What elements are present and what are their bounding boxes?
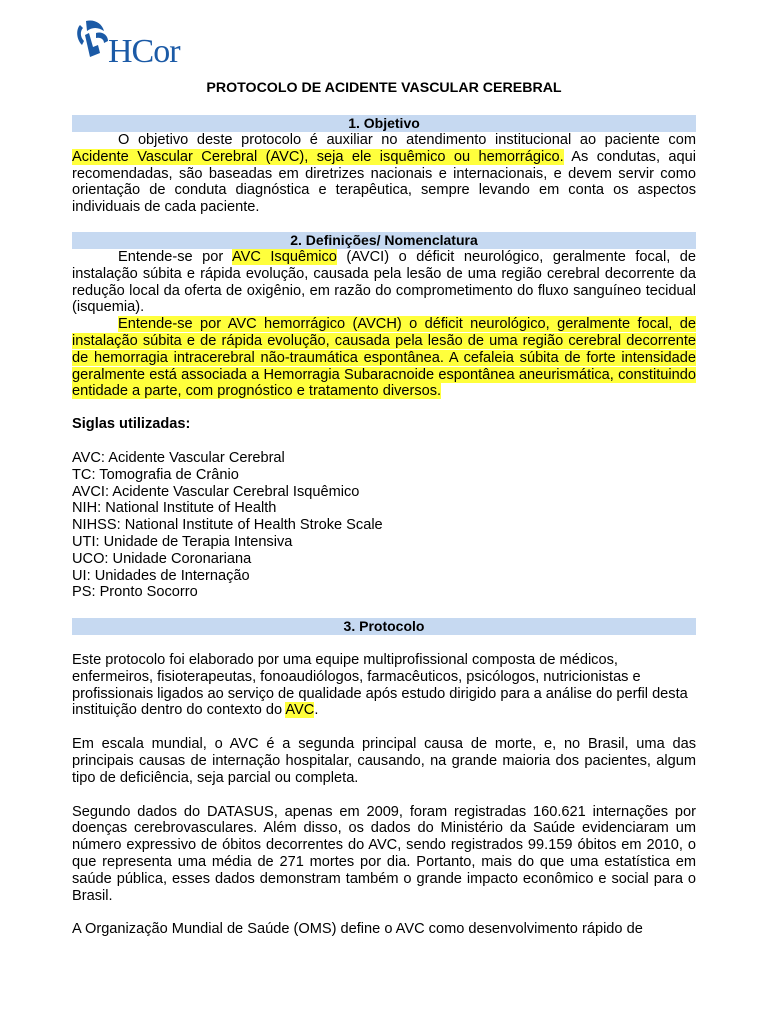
highlighted-text: Acidente Vascular Cerebral (AVC), seja ele isquêmico ou hemorrágico. xyxy=(72,148,564,165)
sigla-item: NIHSS: National Institute of Health Stroke Scale xyxy=(72,517,383,534)
text-run: Este protocolo foi elaborado por uma equipe multiprofissional composta de médicos, enfermeiros, fisioterapeutas, fonoaudiólogos, farmacêuticos, psicólogos, nutricionistas e profissionais ligados ao serviço de qualidade após estudo dirigido para a análise do perfil desta instituição dentro do contexto do xyxy=(72,652,688,719)
text-run: Entende-se por xyxy=(118,249,232,265)
section-heading-definicoes: 2. Definições/ Nomenclatura xyxy=(72,232,696,249)
highlighted-text: Entende-se por AVC hemorrágico (AVCH) o déficit neurológico, geralmente focal, de instalação súbita e de rápida evolução, causada pela lesão de uma região cerebral decorrente de hemorragia intracerebral não-traumática espontânea. A cefaleia súbita de forte intensidade geralmente está associada a Hemorragia Subaracnoide espontânea aneurismática, constituindo entidade a parte, com prognóstico e tratamento diversos. xyxy=(72,316,696,400)
sigla-item: NIH: National Institute of Health xyxy=(72,500,277,517)
definicoes-body xyxy=(72,249,696,400)
protocolo-paragraph-3: Segundo dados do DATASUS, apenas em 2009, foram registradas 160.621 internações por doenças cerebrovasculares. Além disso, os dados do Ministério da Saúde evidenciaram um número expressivo de óbitos decorrentes do AVC, sendo registrados 99.159 óbitos em 2010, o que representa uma média de 271 mortes por dia. Portanto, mais do que uma estatística em saúde pública, esses dados demonstram também o grande impacto econômico e social para o Brasil. xyxy=(72,803,696,904)
siglas-list-container xyxy=(72,450,696,601)
highlighted-text: AVC xyxy=(285,702,315,719)
text-run: . xyxy=(314,702,319,719)
definicoes-paragraph-2 xyxy=(72,316,696,400)
objetivo-body xyxy=(72,132,696,216)
sigla-item: TC: Tomografia de Crânio xyxy=(72,466,239,483)
highlighted-text: AVC Isquêmico xyxy=(231,249,337,265)
sigla-item: PS: Pronto Socorro xyxy=(72,584,198,601)
sigla-item: AVC: Acidente Vascular Cerebral xyxy=(72,450,285,466)
objetivo-paragraph xyxy=(72,132,696,216)
definicoes-paragraph-1 xyxy=(72,249,696,316)
protocolo-body xyxy=(72,652,696,938)
section-heading-objetivo: 1. Objetivo xyxy=(72,115,696,132)
siglas-heading: Siglas utilizadas: xyxy=(72,416,191,432)
protocolo-paragraph-4: A Organização Mundial de Saúde (OMS) define o AVC como desenvolvimento rápido de xyxy=(72,921,643,938)
page-title: PROTOCOLO DE ACIDENTE VASCULAR CEREBRAL xyxy=(206,80,562,96)
sigla-item: UI: Unidades de Internação xyxy=(72,567,250,584)
protocolo-paragraph-1 xyxy=(72,652,696,719)
text-run: O objetivo deste protocolo é auxiliar no atendimento institucional ao paciente com xyxy=(118,132,696,148)
protocolo-paragraph-2: Em escala mundial, o AVC é a segunda principal causa de morte, e, no Brasil, uma das principais causas de internação hospitalar, causando, na grande maioria dos pacientes, algum tipo de deficiência, seja parcial ou completa. xyxy=(72,736,696,786)
sigla-item: UTI: Unidade de Terapia Intensiva xyxy=(72,533,293,550)
hcor-logo xyxy=(72,15,197,73)
logo-text: HCor xyxy=(108,33,180,70)
siglas-list xyxy=(72,450,696,601)
section-heading-protocolo: 3. Protocolo xyxy=(72,618,696,635)
text-run: (AVCI) o déficit neurológico, geralmente focal, de instalação súbita e rápida evolução, causada pela lesão de uma região cerebral decorrente da redução local da oferta de oxigênio, em razão do comprometimento do fluxo sanguíneo tecidual (isquemia). xyxy=(72,249,696,316)
sigla-item: UCO: Unidade Coronariana xyxy=(72,550,252,567)
sigla-item: AVCI: Acidente Vascular Cerebral Isquêmico xyxy=(72,483,360,500)
text-run: As condutas, aqui recomendadas, são baseadas em diretrizes nacionais e internacionais, e devem servir como orientação de conduta diagnóstica e terapêutica, sempre levando em conta os aspectos individuais de cada paciente. xyxy=(72,148,697,216)
